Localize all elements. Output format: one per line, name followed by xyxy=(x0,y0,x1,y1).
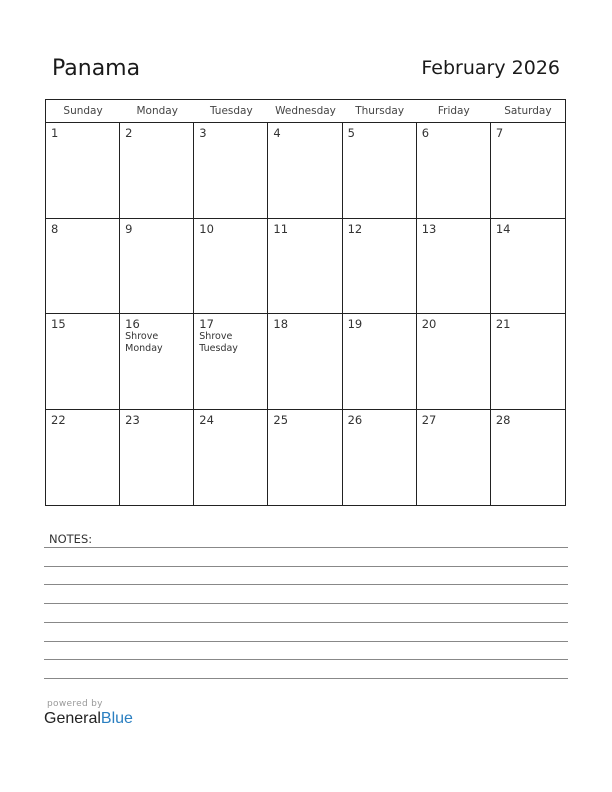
weekday-sunday: Sunday xyxy=(63,105,103,117)
day-cell[interactable] xyxy=(268,314,342,409)
day-number: 20 xyxy=(421,317,437,331)
day-number: 16 xyxy=(125,317,140,331)
day-number: 15 xyxy=(51,317,66,331)
calendar-week-row xyxy=(46,314,565,410)
notes-line xyxy=(44,584,568,585)
weekday-friday: Friday xyxy=(437,105,470,117)
day-number: 9 xyxy=(125,221,133,236)
notes-line xyxy=(44,622,568,623)
weekday-saturday: Saturday xyxy=(504,105,552,117)
generalblue-logo[interactable] xyxy=(44,710,133,728)
holiday-label: Shrove Tuesday xyxy=(199,331,238,354)
day-number: 22 xyxy=(51,412,66,427)
weekday-header-row xyxy=(46,100,565,123)
day-cell[interactable] xyxy=(268,410,342,506)
day-number: 25 xyxy=(273,412,289,427)
notes-line xyxy=(44,566,568,567)
notes-line xyxy=(44,603,568,604)
weekday-monday: Monday xyxy=(136,105,178,117)
notes-label: NOTES: xyxy=(49,532,93,546)
notes-line xyxy=(44,641,568,642)
day-number: 4 xyxy=(273,126,281,140)
calendar-month-title: February 2026 xyxy=(421,57,560,79)
weekday-thursday: Thursday xyxy=(355,105,405,117)
day-number: 26 xyxy=(347,412,363,427)
day-cell[interactable] xyxy=(343,219,417,314)
day-cell[interactable] xyxy=(417,314,491,409)
day-number: 27 xyxy=(421,412,437,427)
day-cell[interactable] xyxy=(343,123,417,218)
day-cell[interactable] xyxy=(343,410,417,506)
weekday-tuesday: Tuesday xyxy=(209,105,253,117)
calendar-week-row xyxy=(46,123,565,219)
day-number: 23 xyxy=(125,412,140,427)
day-number: 2 xyxy=(125,126,133,140)
notes-line xyxy=(44,678,568,679)
day-number: 18 xyxy=(273,317,289,331)
day-cell[interactable] xyxy=(491,123,565,218)
day-number: 11 xyxy=(273,221,289,236)
day-number: 19 xyxy=(347,317,363,331)
day-cell[interactable] xyxy=(46,123,120,218)
day-cell[interactable] xyxy=(120,314,194,409)
holiday-label: Shrove Monday xyxy=(125,331,163,354)
day-cell[interactable] xyxy=(417,219,491,314)
day-cell[interactable] xyxy=(194,219,268,314)
day-number: 10 xyxy=(199,221,214,236)
day-number: 5 xyxy=(347,126,355,140)
day-cell[interactable] xyxy=(343,314,417,409)
day-cell[interactable] xyxy=(120,410,194,506)
day-number: 6 xyxy=(421,126,430,140)
day-cell[interactable] xyxy=(46,219,120,314)
day-number: 17 xyxy=(199,317,214,331)
day-number: 24 xyxy=(199,412,214,427)
day-cell[interactable] xyxy=(268,123,342,218)
powered-by-text: powered by xyxy=(47,699,103,709)
day-cell[interactable] xyxy=(491,314,565,409)
calendar-country-title: Panama xyxy=(52,56,141,81)
day-cell[interactable] xyxy=(194,314,268,409)
weekday-wednesday: Wednesday xyxy=(275,105,336,117)
day-number: 7 xyxy=(495,126,504,140)
day-cell[interactable] xyxy=(417,410,491,506)
day-cell[interactable] xyxy=(120,219,194,314)
notes-line xyxy=(44,659,568,660)
notes-line xyxy=(44,547,568,548)
calendar-weeks xyxy=(46,123,565,505)
day-number: 21 xyxy=(495,317,511,331)
day-number: 12 xyxy=(347,221,363,236)
logo-general-text: General xyxy=(44,710,101,727)
day-cell[interactable] xyxy=(417,123,491,218)
day-cell[interactable] xyxy=(491,219,565,314)
day-cell[interactable] xyxy=(194,410,268,506)
day-cell[interactable] xyxy=(46,410,120,506)
calendar-grid xyxy=(45,99,566,506)
day-cell[interactable] xyxy=(194,123,268,218)
day-number: 13 xyxy=(421,221,437,236)
day-number: 14 xyxy=(495,221,511,236)
day-cell[interactable] xyxy=(491,410,565,506)
calendar-week-row xyxy=(46,219,565,315)
day-cell[interactable] xyxy=(46,314,120,409)
logo-blue-text: Blue xyxy=(100,710,133,727)
day-cell[interactable] xyxy=(120,123,194,218)
day-number: 3 xyxy=(199,126,207,140)
calendar-week-row xyxy=(46,410,565,506)
day-number: 1 xyxy=(51,126,59,140)
day-cell[interactable] xyxy=(268,219,342,314)
day-number: 8 xyxy=(51,221,59,236)
day-number: 28 xyxy=(495,412,511,427)
